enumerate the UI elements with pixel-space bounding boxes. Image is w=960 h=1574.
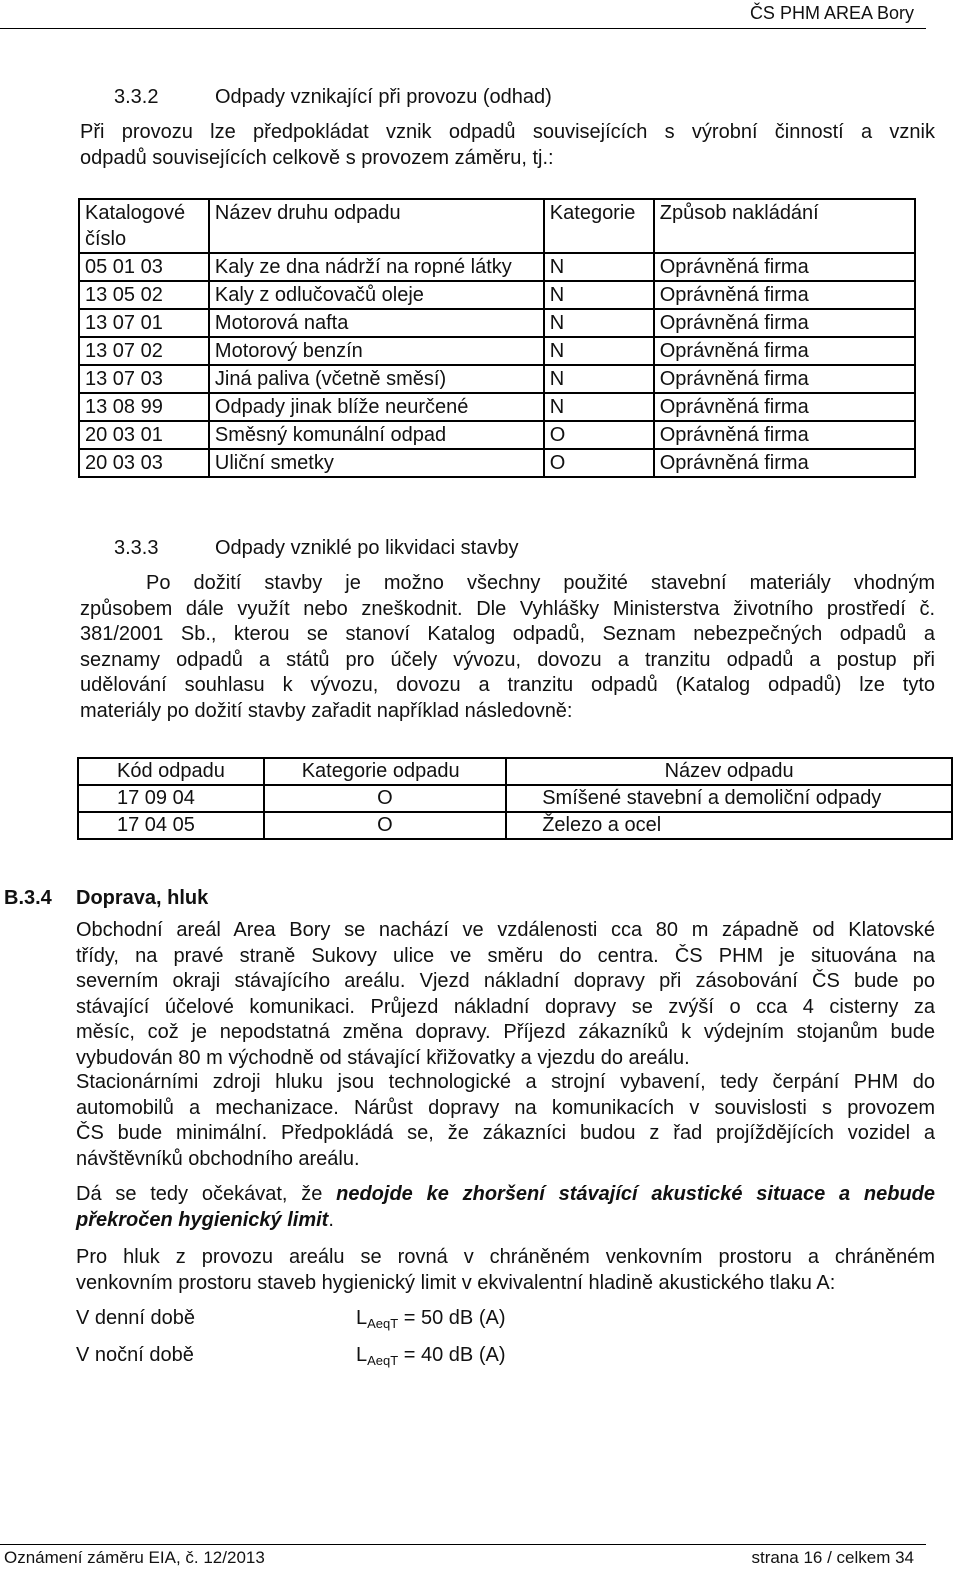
paragraph-line: udělování souhlasu k vývozu, dovozu a tranzitu odpadů (Katalog odpadů) lze tyto — [80, 674, 935, 696]
paragraph-line: 381/2001 Sb., kterou se stanoví Katalog odpadů, Seznam nebezpečných odpadů a — [80, 623, 935, 645]
paragraph-line: venkovním prostoru staveb hygienický limit v ekvivalentní hladině akustického tlaku A: — [76, 1271, 836, 1294]
cell-name: Železo a ocel — [506, 812, 952, 839]
paragraph-line: návštěvníků obchodního areálu. — [76, 1147, 360, 1170]
table-row — [79, 393, 915, 421]
section-333-paragraph — [80, 571, 935, 724]
header-cell-name: Název druhu odpadu — [209, 199, 544, 253]
cell-handling: Oprávněná firma — [654, 253, 915, 281]
paragraph-line: seznamy odpadů a států pro účely vývozu, dovozu a tranzitu odpadů a postup při — [80, 648, 935, 671]
limit-night-value — [356, 1344, 505, 1368]
limit-symbol: L — [356, 1344, 368, 1366]
cell-handling: Oprávněná firma — [654, 281, 915, 309]
cell-handling: Oprávněná firma — [654, 421, 915, 449]
cell-name: Směsný komunální odpad — [209, 421, 544, 449]
conclusion-emphasis: nedojde ke zhoršení stávající akustické situace a nebude — [336, 1183, 936, 1205]
intro-line: odpadů souvisejících celkově s provozem záměru, tj.: — [80, 146, 554, 169]
limit-subscript: AeqT — [367, 1353, 399, 1368]
table-row — [78, 785, 952, 812]
cell-code: 17 09 04 — [78, 785, 264, 812]
paragraph-line: vybudován 80 m východně od stávající křižovatky a vjezdu do areálu. — [76, 1046, 690, 1069]
header-rule — [0, 28, 926, 29]
cell-category: N — [544, 309, 654, 337]
paragraph-line: způsobem dále využít nebo zneškodnit. Dle Vyhlášky Ministerstva životního prostředí č. — [80, 597, 935, 620]
table-row — [78, 812, 952, 839]
cell-handling: Oprávněná firma — [654, 449, 915, 477]
header-title: ČS PHM AREA Bory — [749, 3, 914, 23]
section-333-title: Odpady vzniklé po likvidaci stavby — [215, 537, 519, 559]
section-333-heading — [114, 537, 914, 563]
section-b34-title: Doprava, hluk — [76, 887, 209, 909]
table-header-row — [78, 758, 952, 785]
section-332-intro — [80, 120, 935, 171]
paragraph-line — [76, 1182, 935, 1208]
cell-name: Kaly z odlučovačů oleje — [209, 281, 544, 309]
cell-category: O — [264, 812, 507, 839]
cell-handling: Oprávněná firma — [654, 309, 915, 337]
cell-category: O — [264, 785, 507, 812]
cell-code: 05 01 03 — [79, 253, 209, 281]
paragraph-line: měsíc, což je nepodstatná změna dopravy. Příjezd zákazníků k výdejním stojanům bude — [76, 1021, 935, 1043]
paragraph-line: automobilů a mechanizace. Nárůst dopravy na komunikacích v souvislosti s provozem — [76, 1096, 935, 1119]
cell-code: 13 05 02 — [79, 281, 209, 309]
paragraph-line: materiály po dožití stavby zařadit například následovně: — [80, 699, 573, 722]
cell-code: 13 07 01 — [79, 309, 209, 337]
footer-rule — [0, 1544, 926, 1545]
section-332-title: Odpady vznikající při provozu (odhad) — [215, 86, 552, 108]
table-row — [79, 421, 915, 449]
limit-night-row — [76, 1344, 676, 1372]
noise-sources-paragraph — [76, 1070, 935, 1172]
limit-paragraph — [76, 1245, 935, 1296]
paragraph-line: Pro hluk z provozu areálu se rovná v chráněném venkovním prostoru a chráněném — [76, 1246, 935, 1268]
limit-number: = 40 dB (A) — [398, 1344, 506, 1366]
table-row — [79, 253, 915, 281]
cell-category: N — [544, 253, 654, 281]
cell-category: N — [544, 337, 654, 365]
limit-number: = 50 dB (A) — [398, 1307, 506, 1329]
header-cell-catalog: Katalogové číslo — [79, 199, 209, 253]
cell-category: N — [544, 365, 654, 393]
header-cell-code: Kód odpadu — [78, 758, 264, 785]
header-cell-name: Název odpadu — [506, 758, 952, 785]
section-b34-heading — [4, 887, 904, 913]
header-cell-category: Kategorie — [544, 199, 654, 253]
paragraph-line: stávající účelové komunikaci. Průjezd nákladní dopravy se zvýší o cca 4 cisterny za — [76, 995, 935, 1018]
cell-code: 17 04 05 — [78, 812, 264, 839]
cell-name: Motorový benzín — [209, 337, 544, 365]
paragraph-line: Po dožití stavby je možno všechny použité stavební materiály vhodným — [146, 572, 935, 594]
paragraph-line: Obchodní areál Area Bory se nachází ve vzdálenosti cca 80 m západně od Klatovské — [76, 919, 935, 941]
waste-table — [78, 198, 916, 478]
cell-code: 13 07 03 — [79, 365, 209, 393]
cell-category: N — [544, 281, 654, 309]
cell-code: 13 07 02 — [79, 337, 209, 365]
conclusion-suffix: . — [328, 1208, 334, 1231]
intro-line: Při provozu lze předpokládat vznik odpadů souvisejících s výrobní činností a vznik — [80, 121, 935, 143]
paragraph-line — [76, 1208, 935, 1234]
paragraph-line: ČS bude minimální. Předpokládá se, že zákazníci budou z řad projíždějících vozidel a — [76, 1122, 935, 1144]
cell-name: Kaly ze dna nádrží na ropné látky — [209, 253, 544, 281]
conclusion-paragraph — [76, 1182, 935, 1233]
limit-night-label: V noční době — [76, 1344, 194, 1366]
paragraph-line: Stacionárními zdroji hluku jsou technologické a strojní vybavení, tedy čerpání PHM do — [76, 1071, 935, 1093]
paragraph-line: severním okraji stávajícího areálu. Vjezd nákladní dopravy při zásobování ČS bude po — [76, 970, 935, 992]
table-row — [79, 309, 915, 337]
cell-handling: Oprávněná firma — [654, 337, 915, 365]
limit-day-value — [356, 1307, 505, 1331]
section-332-number: 3.3.2 — [114, 86, 159, 108]
cell-category: N — [544, 393, 654, 421]
cell-handling: Oprávněná firma — [654, 393, 915, 421]
cell-code: 20 03 03 — [79, 449, 209, 477]
cell-code: 20 03 01 — [79, 421, 209, 449]
limit-subscript: AeqT — [367, 1316, 399, 1331]
conclusion-emphasis: překročen hygienický limit — [76, 1208, 329, 1231]
cell-name: Odpady jinak blíže neurčené — [209, 393, 544, 421]
cell-name: Uliční smetky — [209, 449, 544, 477]
cell-name: Jiná paliva (včetně směsí) — [209, 365, 544, 393]
header-cell-category: Kategorie odpadu — [264, 758, 507, 785]
cell-name: Smíšené stavební a demoliční odpady — [506, 785, 952, 812]
cell-code: 13 08 99 — [79, 393, 209, 421]
section-b34-number: B.3.4 — [4, 887, 52, 909]
paragraph-line: třídy, na pravé straně Sukovy ulice ve směru do centra. ČS PHM je situována na — [76, 944, 935, 967]
limit-day-row — [76, 1307, 676, 1335]
limit-symbol: L — [356, 1307, 368, 1329]
table-row — [79, 365, 915, 393]
cell-category: O — [544, 421, 654, 449]
table-row — [79, 281, 915, 309]
table-row — [79, 449, 915, 477]
demolition-table — [77, 757, 953, 840]
cell-category: O — [544, 449, 654, 477]
transport-paragraph — [76, 918, 935, 1071]
section-333-number: 3.3.3 — [114, 537, 159, 559]
limit-day-label: V denní době — [76, 1307, 195, 1329]
table-row — [79, 337, 915, 365]
header-cell-handling: Způsob nakládání — [654, 199, 915, 253]
footer-document-id: Oznámení záměru EIA, č. 12/2013 — [4, 1548, 265, 1567]
section-332-heading — [114, 86, 914, 112]
cell-name: Motorová nafta — [209, 309, 544, 337]
footer-page-number: strana 16 / celkem 34 — [751, 1548, 914, 1567]
table-header-row — [79, 199, 915, 253]
cell-handling: Oprávněná firma — [654, 365, 915, 393]
conclusion-prefix: Dá se tedy očekávat, že — [76, 1183, 337, 1205]
